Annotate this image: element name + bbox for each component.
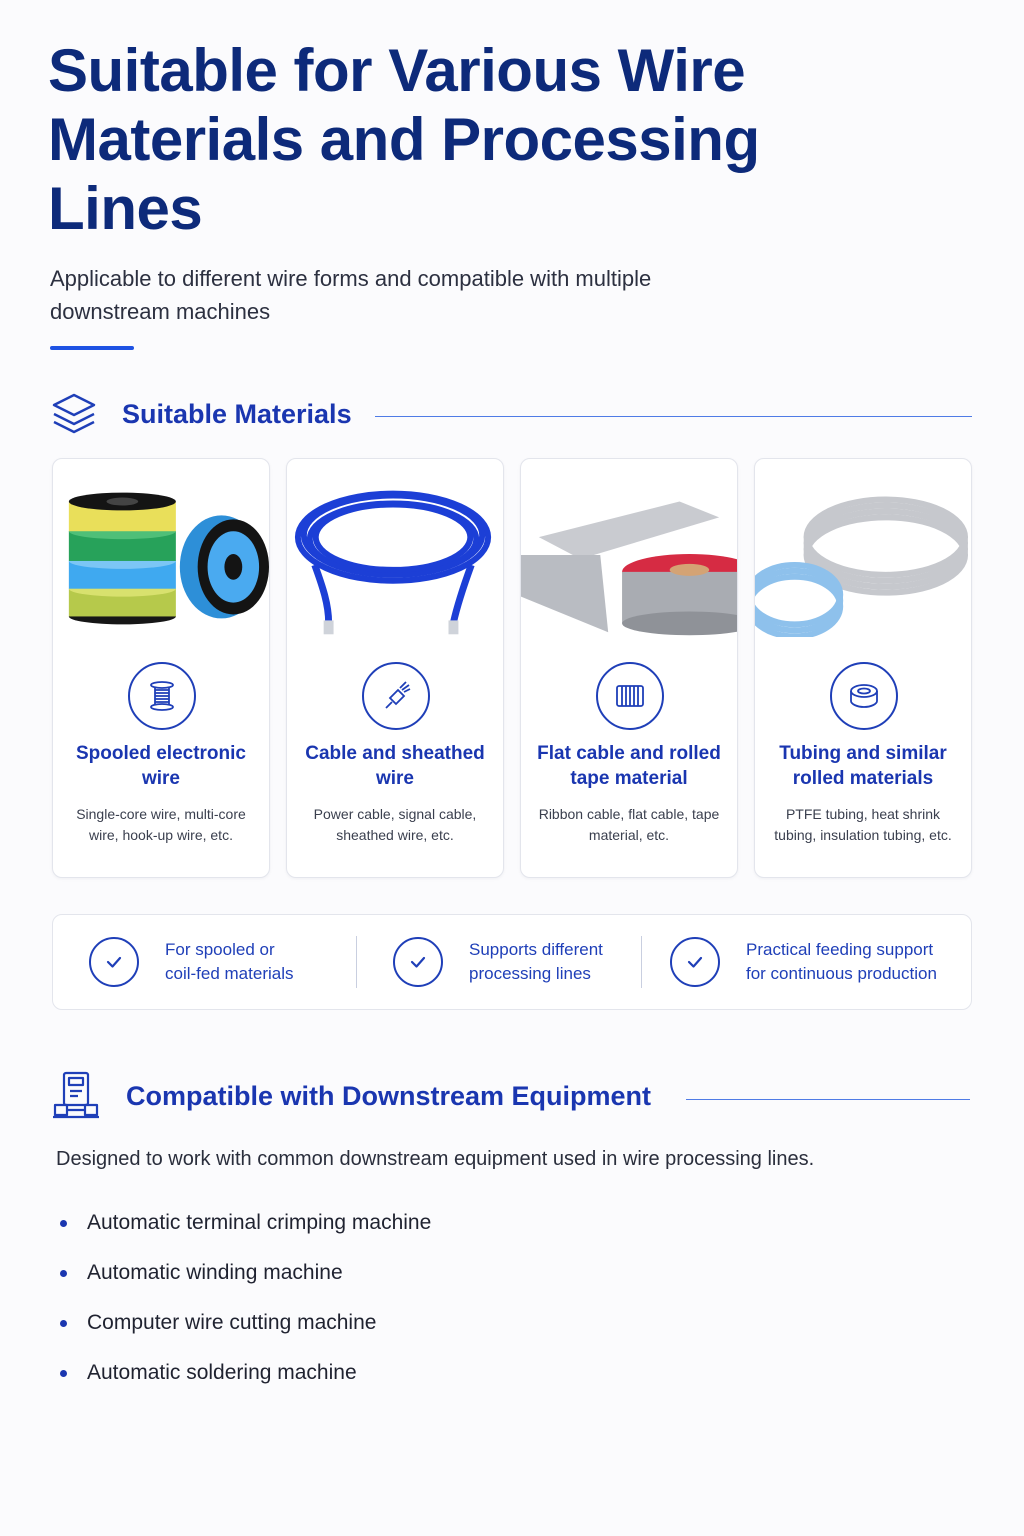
accent-bar	[50, 346, 134, 350]
downstream-intro: Designed to work with common downstream equipment used in wire processing lines.	[56, 1148, 815, 1170]
material-card-description: Power cable, signal cable, sheathed wire, etc.	[313, 806, 477, 843]
feature-text: Practical feeding support for continuous production	[746, 940, 937, 983]
list-item	[60, 1348, 431, 1398]
material-card-cable	[286, 458, 504, 878]
materials-section-title: Suitable Materials	[122, 398, 352, 429]
list-item	[60, 1248, 431, 1298]
list-item-label: Computer wire cutting machine	[87, 1311, 377, 1334]
cable-coil-image	[287, 477, 503, 637]
list-item	[60, 1298, 431, 1348]
materials-section-header	[48, 388, 352, 440]
material-card-tubing	[754, 458, 972, 878]
check-circle-icon	[670, 937, 720, 987]
bullet-dot	[60, 1270, 67, 1277]
material-card-spooled-wire	[52, 458, 270, 878]
bullet-dot	[60, 1220, 67, 1227]
section-rule	[686, 1099, 970, 1100]
page-subtitle: Applicable to different wire forms and compatible with multiple downstream machines	[50, 266, 652, 324]
tubing-roll-icon	[830, 662, 898, 730]
list-item-label: Automatic soldering machine	[87, 1361, 357, 1384]
material-card-title: Cable and sheathed wire	[305, 743, 485, 789]
material-card-flat-cable	[520, 458, 738, 878]
layers-icon	[48, 388, 100, 440]
ribbon-cable-icon	[596, 662, 664, 730]
feature-text: For spooled or coil-fed materials	[165, 940, 294, 983]
wire-spool-icon	[128, 662, 196, 730]
tubing-roll-image	[755, 477, 971, 637]
section-rule	[375, 416, 972, 417]
features-strip	[52, 914, 972, 1010]
check-circle-icon	[393, 937, 443, 987]
material-card-title: Spooled electronic wire	[76, 743, 246, 789]
check-circle-icon	[89, 937, 139, 987]
spooled-wire-image	[53, 477, 269, 637]
cable-end-icon	[362, 662, 430, 730]
feature-item	[53, 915, 356, 1009]
flat-cable-image	[521, 477, 737, 637]
feature-item	[357, 915, 641, 1009]
list-item-label: Automatic winding machine	[87, 1261, 343, 1284]
list-item	[60, 1198, 431, 1248]
downstream-section-title: Compatible with Downstream Equipment	[126, 1080, 652, 1111]
materials-grid	[52, 458, 972, 878]
material-card-title: Tubing and similar rolled materials	[779, 743, 947, 789]
material-card-description: PTFE tubing, heat shrink tubing, insulation tubing, etc.	[774, 806, 952, 843]
material-card-description: Single-core wire, multi-core wire, hook-up wire, etc.	[76, 806, 246, 843]
equipment-list	[60, 1198, 431, 1398]
bullet-dot	[60, 1370, 67, 1377]
list-item-label: Automatic terminal crimping machine	[87, 1211, 432, 1234]
page-title: Suitable for Various Wire Materials and Processing Lines	[48, 37, 760, 242]
machine-icon	[50, 1070, 102, 1122]
downstream-section-header	[50, 1070, 651, 1122]
feature-text: Supports different processing lines	[469, 940, 603, 983]
material-card-title: Flat cable and rolled tape material	[537, 743, 721, 789]
bullet-dot	[60, 1320, 67, 1327]
material-card-description: Ribbon cable, flat cable, tape material, etc.	[538, 806, 720, 843]
feature-item	[642, 915, 937, 1009]
